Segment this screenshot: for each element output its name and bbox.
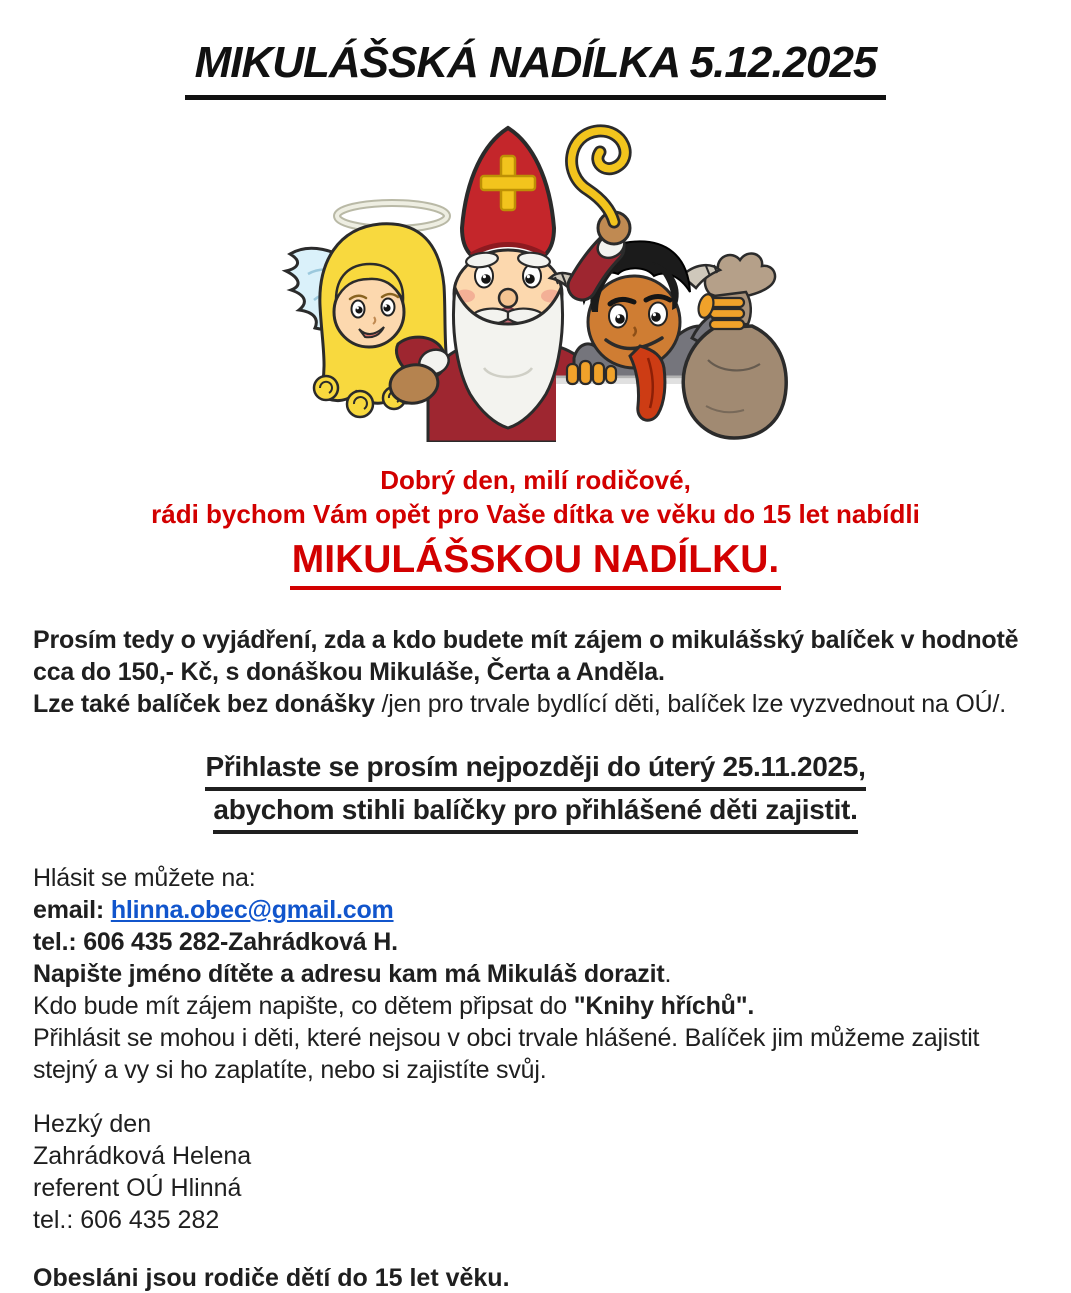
mikulas-angel-devil-illustration xyxy=(262,116,810,442)
signature-line: tel.: 606 435 282 xyxy=(33,1206,220,1234)
contact-block xyxy=(33,862,1038,1086)
offer-paragraph xyxy=(33,624,1038,720)
title-row xyxy=(33,38,1038,100)
contact-email-line: email: hlinna.obec@gmail.com xyxy=(33,896,394,924)
greeting-line: Dobrý den, milí rodičové, xyxy=(380,465,691,495)
signature-line: Zahrádková Helena xyxy=(33,1142,252,1170)
contact-intro: Hlásit se můžete na: xyxy=(33,864,256,892)
signature-line: Hezký den xyxy=(33,1110,152,1138)
contact-instruction-line: Napište jméno dítěte a adresu kam má Mikuláš dorazit. xyxy=(33,960,672,988)
contact-phone-line: tel.: 606 435 282-Zahrádková H. xyxy=(33,928,398,956)
illustration xyxy=(33,116,1038,447)
deadline-line: Přihlaste se prosím nejpozději do úterý 25.11.2025, xyxy=(33,748,1038,791)
email-link[interactable]: hlinna.obec@gmail.com xyxy=(110,896,394,924)
deadline-notice xyxy=(33,748,1038,834)
greeting-heading: MIKULÁŠSKOU NADÍLKU. xyxy=(33,537,1038,590)
deadline-line: abychom stihli balíčky pro přihlášené děti zajistit. xyxy=(33,791,1038,834)
mikulas-figure xyxy=(453,128,562,428)
footer-note: Obesláni jsou rodiče dětí do 15 let věku. xyxy=(33,1264,510,1292)
page-title: MIKULÁŠSKÁ NADÍLKA 5.12.2025 xyxy=(185,38,887,100)
contact-sins-line: Kdo bude mít zájem napište, co dětem připsat do "Knihy hříchů". xyxy=(33,992,755,1020)
offer-line-3: Lze také balíček bez donášky /jen pro trvale bydlící děti, balíček lze vyzvednout na OÚ/. xyxy=(33,690,1006,718)
signature-block xyxy=(33,1108,1038,1236)
contact-note-line: stejný a vy si ho zaplatíte, nebo si zajistíte svůj. xyxy=(33,1056,547,1084)
offer-line-2: cca do 150,- Kč, s donáškou Mikuláše, Čerta a Anděla. xyxy=(33,658,665,686)
signature-line: referent OÚ Hlinná xyxy=(33,1174,242,1202)
offer-line-1: Prosím tedy o vyjádření, zda a kdo budete mít zájem o mikulášský balíček v hodnotě xyxy=(33,626,1019,654)
contact-note-line: Přihlásit se mohou i děti, které nejsou v obci trvale hlášené. Balíček jim můžeme zajistit xyxy=(33,1024,980,1052)
greeting-line: rádi bychom Vám opět pro Vaše dítka ve věku do 15 let nabídli xyxy=(151,499,920,529)
greeting-block xyxy=(33,463,1038,590)
